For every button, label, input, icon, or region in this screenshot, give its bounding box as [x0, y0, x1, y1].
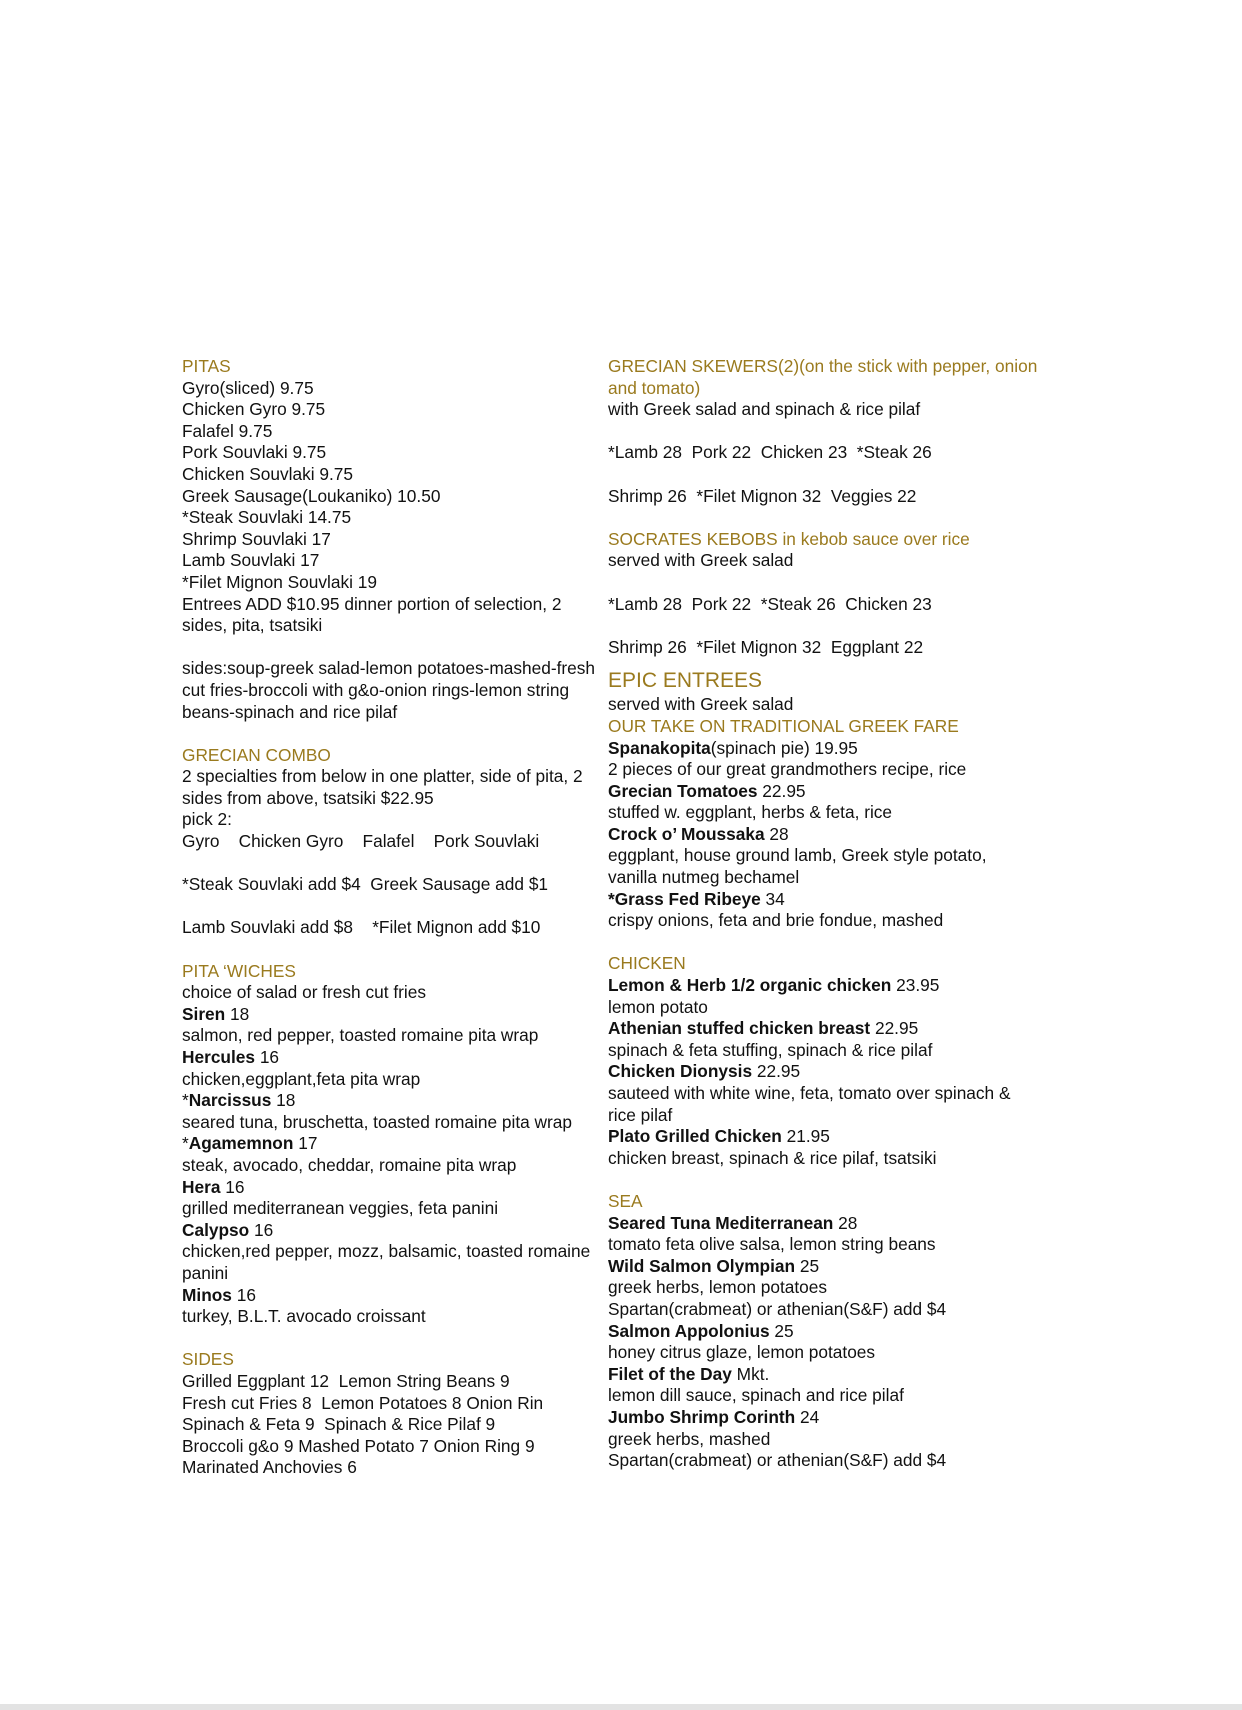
item-name: Chicken Dionysis: [608, 1061, 753, 1082]
item-name: Minos: [182, 1284, 232, 1305]
chicken-list: [608, 975, 1038, 1169]
item-name: Filet of the Day: [608, 1363, 732, 1384]
sides-line: Marinated Anchovies 6: [182, 1457, 357, 1478]
item-price: 21.95: [781, 1126, 830, 1147]
epic-list: [608, 738, 1038, 932]
item-name: Seared Tuna Mediterranean: [608, 1212, 834, 1233]
item-name: Calypso: [182, 1219, 250, 1240]
item-addon: Spartan(crabmeat) or athenian(S&F) add $4: [608, 1298, 947, 1319]
item-price: 25: [769, 1320, 794, 1341]
item-description: lemon potato: [608, 996, 708, 1017]
sides-line: Grilled Eggplant 12 Lemon String Beans 9: [182, 1370, 510, 1391]
item-price: 16: [249, 1219, 274, 1240]
item-price: (spinach pie) 19.95: [710, 737, 858, 758]
item-description: greek herbs, mashed: [608, 1428, 771, 1449]
item-prefix: *: [182, 1133, 189, 1154]
item-description: steak, avocado, cheddar, romaine pita wrap: [182, 1154, 517, 1175]
menu-item: [608, 1321, 1038, 1364]
sea-list: [608, 1213, 1038, 1472]
item-name: Lemon & Herb 1/2 organic chicken: [608, 975, 892, 996]
combo-upcharge: *Steak Souvlaki add $4 Greek Sausage add $1: [182, 874, 549, 895]
menu-item: [608, 889, 1038, 932]
menu-item: Greek Sausage(Loukaniko) 10.50: [182, 485, 441, 506]
sides-list: [182, 1371, 602, 1479]
item-description: lemon dill sauce, spinach and rice pilaf: [608, 1385, 904, 1406]
item-name: Jumbo Shrimp Corinth: [608, 1406, 796, 1427]
section-heading-wiches: PITA ‘WICHES: [182, 960, 296, 981]
item-description: chicken breast, spinach & rice pilaf, tsatsiki: [608, 1147, 937, 1168]
item-price: 16: [231, 1284, 256, 1305]
item-description: tomato feta olive salsa, lemon string beans: [608, 1234, 936, 1255]
section-heading-epic: EPIC ENTREES: [608, 669, 763, 693]
item-name: Spanakopita: [608, 737, 711, 758]
item-price: 24: [795, 1406, 820, 1427]
sides-line: Broccoli g&o 9 Mashed Potato 7 Onion Ring 9: [182, 1435, 535, 1456]
menu-item: [182, 1177, 602, 1220]
item-name: Athenian stuffed chicken breast: [608, 1018, 871, 1039]
item-description: chicken,red pepper, mozz, balsamic, toasted romaine panini: [182, 1241, 591, 1283]
menu-item: Gyro(sliced) 9.75: [182, 377, 314, 398]
menu-item: [608, 1061, 1038, 1126]
combo-options: Gyro Chicken Gyro Falafel Pork Souvlaki: [182, 831, 540, 852]
item-description: spinach & feta stuffing, spinach & rice pilaf: [608, 1039, 933, 1060]
item-name: Crock o’ Moussaka: [608, 823, 765, 844]
menu-item: [608, 1407, 1038, 1472]
item-description: salmon, red pepper, toasted romaine pita wrap: [182, 1025, 539, 1046]
item-name: Hercules: [182, 1047, 256, 1067]
menu-item: [608, 1018, 1038, 1061]
right-column: [608, 356, 1038, 1472]
item-description: stuffed w. eggplant, herbs & feta, rice: [608, 802, 893, 823]
skewers-prices: *Lamb 28 Pork 22 Chicken 23 *Steak 26: [608, 442, 932, 463]
kebobs-description: served with Greek salad: [608, 550, 794, 571]
item-price: 18: [271, 1090, 296, 1111]
skewers-prices: Shrimp 26 *Filet Mignon 32 Veggies 22: [608, 485, 917, 506]
item-price: 23.95: [891, 975, 940, 996]
menu-item: [608, 738, 1038, 781]
item-description: greek herbs, lemon potatoes: [608, 1277, 828, 1298]
item-price: 16: [220, 1176, 245, 1197]
item-prefix: *: [182, 1090, 189, 1111]
section-heading-kebobs: SOCRATES KEBOBS in kebob sauce over rice: [608, 528, 970, 549]
item-price: 28: [833, 1212, 858, 1233]
item-description: seared tuna, bruschetta, toasted romaine pita wrap: [182, 1111, 573, 1132]
section-heading-sea: SEA: [608, 1190, 643, 1211]
menu-item: [608, 1213, 1038, 1256]
item-price: 17: [293, 1133, 318, 1154]
item-price: 18: [225, 1003, 250, 1024]
combo-description: 2 specialties from below in one platter, side of pita, 2 sides from above, tsatsiki $22.95: [182, 766, 583, 808]
page-bottom-edge: [0, 1704, 1242, 1710]
item-name: Hera: [182, 1176, 221, 1197]
pitas-list: [182, 378, 602, 594]
sides-line: Fresh cut Fries 8 Lemon Potatoes 8 Onion Rin: [182, 1392, 544, 1413]
sides-line: Spinach & Feta 9 Spinach & Rice Pilaf 9: [182, 1414, 496, 1435]
item-name: Narcissus: [188, 1090, 272, 1111]
item-name: Grecian Tomatoes: [608, 780, 758, 801]
epic-description: served with Greek salad: [608, 694, 794, 715]
menu-item: [182, 1133, 602, 1176]
menu-item: Chicken Gyro 9.75: [182, 399, 326, 420]
item-name: Agamemnon: [188, 1133, 294, 1154]
item-name: *Grass Fed Ribeye: [608, 888, 761, 909]
item-price: 28: [764, 823, 789, 844]
item-price: 25: [795, 1255, 820, 1276]
menu-item: Pork Souvlaki 9.75: [182, 442, 327, 463]
skewers-description: with Greek salad and spinach & rice pilaf: [608, 399, 921, 420]
item-description: honey citrus glaze, lemon potatoes: [608, 1342, 876, 1363]
item-description: crispy onions, feta and brie fondue, mashed: [608, 910, 944, 931]
menu-item: [608, 1126, 1038, 1169]
item-price: 22.95: [752, 1061, 801, 1082]
item-description: grilled mediterranean veggies, feta panini: [182, 1198, 499, 1219]
section-heading-pitas: PITAS: [182, 356, 231, 376]
item-addon: Spartan(crabmeat) or athenian(S&F) add $4: [608, 1450, 947, 1471]
menu-item: *Steak Souvlaki 14.75: [182, 507, 352, 528]
sides-note: sides:soup-greek salad-lemon potatoes-mashed-fresh cut fries-broccoli with g&o-onion rings-lemon string beans-spinach and rice pilaf: [182, 658, 596, 722]
item-price: 16: [255, 1047, 280, 1067]
item-price: 22.95: [757, 780, 806, 801]
item-name: Salmon Appolonius: [608, 1320, 770, 1341]
menu-item: [182, 1004, 602, 1047]
menu-item: [182, 1220, 602, 1285]
menu-item: [182, 1047, 602, 1090]
combo-pick: pick 2:: [182, 809, 232, 830]
item-name: Wild Salmon Olympian: [608, 1255, 796, 1276]
section-heading-sides: SIDES: [182, 1349, 234, 1370]
wiches-list: [182, 1004, 602, 1328]
item-description: turkey, B.L.T. avocado croissant: [182, 1306, 426, 1327]
item-price: 22.95: [870, 1018, 919, 1039]
item-price: 34: [760, 888, 785, 909]
menu-item: Chicken Souvlaki 9.75: [182, 463, 353, 484]
menu-item: [182, 1285, 602, 1328]
kebobs-prices: *Lamb 28 Pork 22 *Steak 26 Chicken 23: [608, 593, 932, 614]
item-name: Plato Grilled Chicken: [608, 1126, 782, 1147]
epic-subheading: OUR TAKE ON TRADITIONAL GREEK FARE: [608, 715, 959, 736]
item-description: eggplant, house ground lamb, Greek style potato, vanilla nutmeg bechamel: [608, 845, 987, 888]
section-heading-combo: GRECIAN COMBO: [182, 744, 331, 765]
menu-item: Shrimp Souvlaki 17: [182, 528, 331, 549]
wiches-intro: choice of salad or fresh cut fries: [182, 982, 426, 1003]
item-name: Siren: [182, 1003, 226, 1024]
menu-item: *Filet Mignon Souvlaki 19: [182, 571, 377, 592]
menu-item: [608, 1256, 1038, 1321]
item-description: chicken,eggplant,feta pita wrap: [182, 1068, 421, 1089]
menu-item: [608, 781, 1038, 824]
section-heading-skewers: GRECIAN SKEWERS(2)(on the stick with pepper, onion and tomato): [608, 356, 1038, 398]
item-description: sauteed with white wine, feta, tomato over spinach & rice pilaf: [608, 1083, 1011, 1125]
combo-upcharge: Lamb Souvlaki add $8 *Filet Mignon add $10: [182, 917, 541, 938]
item-price: Mkt.: [731, 1363, 770, 1384]
menu-item: [608, 824, 1038, 889]
left-column: [182, 356, 602, 1479]
section-heading-chicken: CHICKEN: [608, 953, 686, 974]
kebobs-prices: Shrimp 26 *Filet Mignon 32 Eggplant 22: [608, 636, 924, 657]
menu-item: [608, 975, 1038, 1018]
menu-item: Lamb Souvlaki 17: [182, 550, 320, 571]
menu-item: Falafel 9.75: [182, 420, 273, 441]
menu-item: [182, 1090, 602, 1133]
menu-item: [608, 1364, 1038, 1407]
entrees-note: Entrees ADD $10.95 dinner portion of selection, 2 sides, pita, tsatsiki: [182, 593, 562, 636]
item-description: 2 pieces of our great grandmothers recipe, rice: [608, 759, 967, 780]
